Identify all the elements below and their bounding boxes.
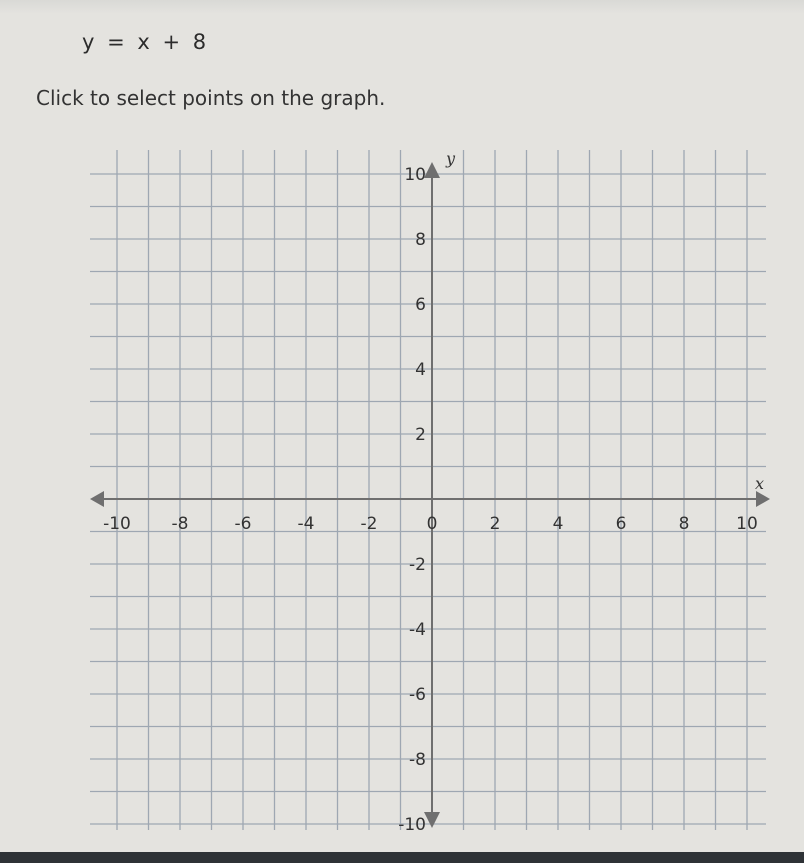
y-tick-label: -10 [398, 815, 426, 835]
x-tick-label: 8 [678, 514, 690, 534]
y-tick-label: 8 [415, 230, 426, 250]
x-tick-label: -6 [234, 514, 252, 534]
x-tick-label: -2 [360, 514, 378, 534]
equation-text: y = x + 8 [82, 30, 210, 54]
instruction-text: Click to select points on the graph. [36, 86, 386, 110]
y-axis-label: y [446, 149, 456, 168]
grid-lines [90, 150, 766, 830]
x-tick-label: 2 [489, 514, 501, 534]
x-tick-label: -4 [297, 514, 315, 534]
y-tick-label: 4 [415, 360, 426, 380]
y-axis-up-arrow [424, 162, 440, 178]
y-tick-label: -6 [409, 685, 426, 705]
x-axis-left-arrow [90, 491, 104, 507]
x-tick-label: 4 [552, 514, 564, 534]
x-axis-label: x [755, 474, 765, 493]
y-tick-label: -8 [409, 750, 426, 770]
x-tick-label: -8 [171, 514, 189, 534]
y-tick-label: 2 [415, 425, 426, 445]
y-axis-down-arrow [424, 812, 440, 828]
x-tick-label: 0 [426, 514, 438, 534]
bottom-bar [0, 852, 804, 863]
x-axis-right-arrow [756, 491, 770, 507]
y-tick-label: 6 [415, 295, 426, 315]
y-tick-label: -2 [409, 555, 426, 575]
y-tick-label: -4 [409, 620, 426, 640]
y-tick-label: 10 [404, 165, 426, 185]
x-tick-label: -10 [103, 514, 131, 534]
x-tick-label: 6 [615, 514, 627, 534]
x-tick-label: 10 [736, 514, 758, 534]
